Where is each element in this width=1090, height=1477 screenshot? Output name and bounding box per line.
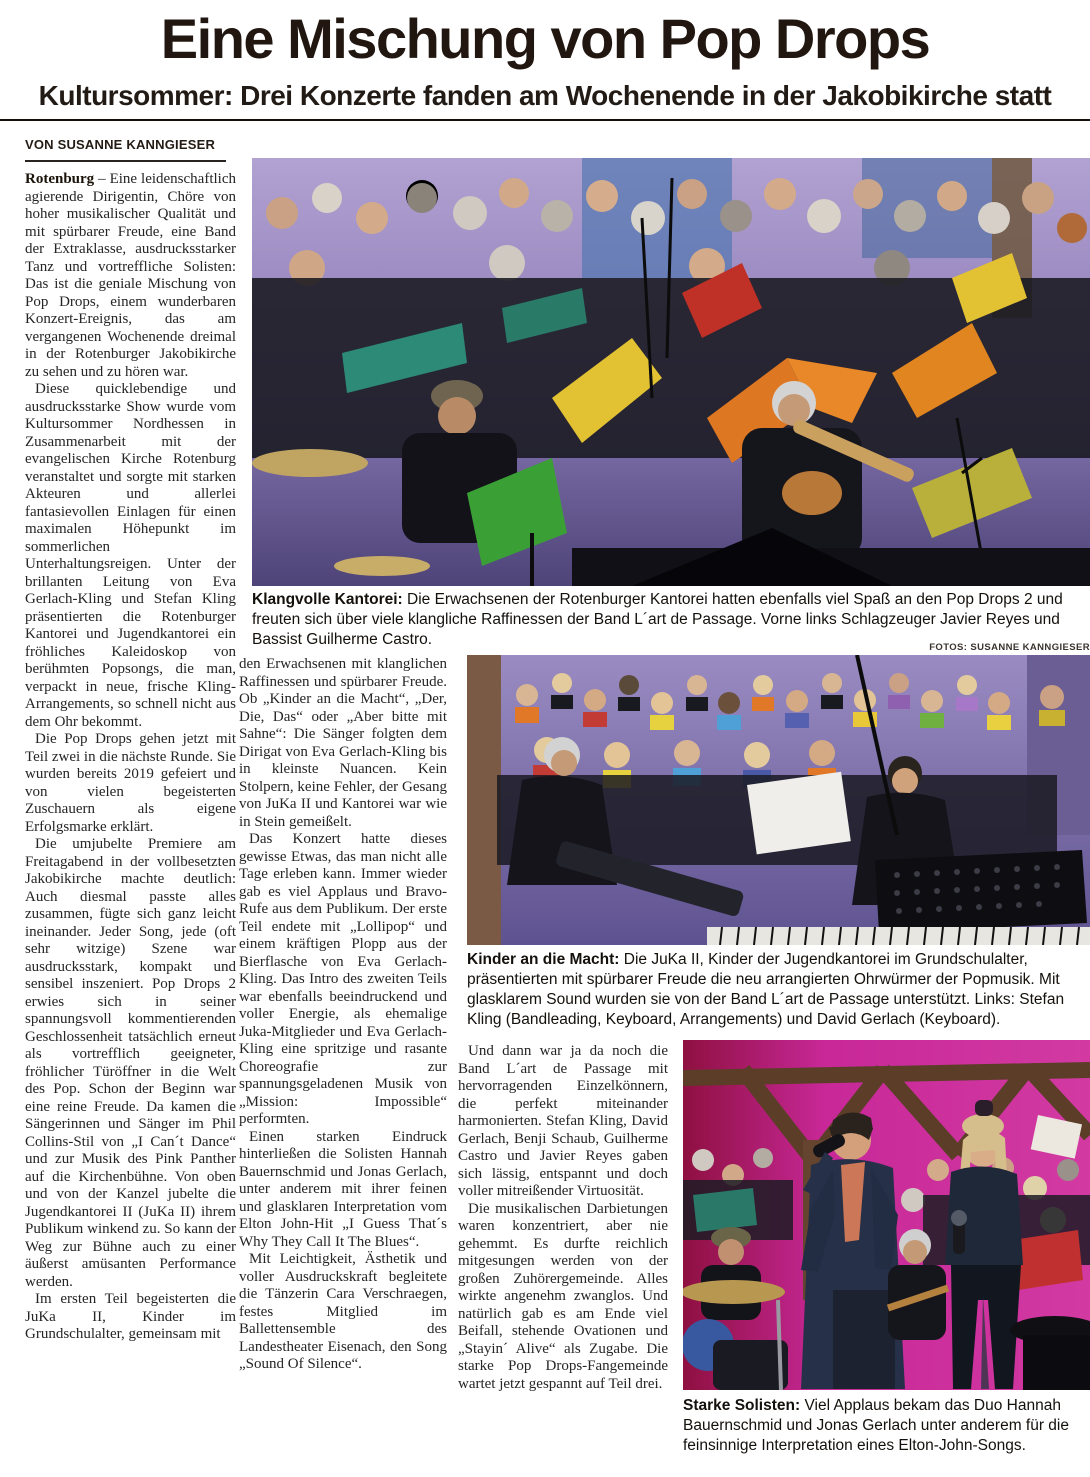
photo-juka-kinderchor — [467, 655, 1090, 945]
wood-pillar — [467, 655, 501, 945]
stage-foreground — [1023, 1335, 1090, 1390]
piano-keyboard — [707, 927, 1090, 945]
article-column-2 — [239, 656, 447, 1446]
red-folder — [1013, 1230, 1083, 1290]
body-paragraph: Die umjubelte Premiere am Freitagabend in der vollbesetzten Jakobikirche machte deutlich: Auch diesmal passte alles zusammen, fügte sich ganz leicht ineinander. Jeder Song, jede (oft sehr witzige) Szene war ausdrucksstark, kompakt und sensibel inszeniert. Pop Drops 2 erwies sich in seiner spannungsvoll kommentierenden Geschlossenheit tatsächlich erneut als vortrefflich geeigneter, fröhlicher Türöffner in die Welt des Pop. Schon der Beginn war eine reine Freude. Da kamen die Sängerinnen und Sänger im Phil Collins-Stil von „I Can´t Dance“ und zur Musik des Pink Panther auf die Kirchenbühne. Von oben und von der Kanzel jubelte die Jugendkantorei II (JuKa II) ihrem Publikum winkend zu. So kann der Weg zur Bühne auch zu einer äußerst amüsanten Performance werden. — [25, 836, 236, 1290]
perforated-music-stand — [875, 850, 1087, 933]
article-column-3 — [458, 1043, 668, 1477]
body-paragraph: Mit Leichtigkeit, Ästhetik und voller Ausdruckskraft begleitete die Tänzerin Cara Verschraegen, festes Mitglied im Ballettensemble des Landestheater Eisenach, den Song „Sound Of Silence“. — [239, 1251, 447, 1372]
photo-juka-illustration — [467, 655, 1090, 945]
photo-kantorei-illustration — [252, 158, 1090, 586]
photo-kantorei-band — [252, 158, 1090, 586]
headline-divider-rule — [0, 119, 1090, 121]
body-paragraph: Das Konzert hatte dieses gewisse Etwas, das man nicht alle Tage erleben kann. Immer wieder gab es viel Applaus und Bravo-Rufe aus dem Publikum. Der erste Teil endete mit „Lollipop“ und einem kräftigen Plopp aus der Bierflasche von Eva Gerlach-Kling. Das Intro des zweiten Teils war ebenfalls beeindruckend und voller Energie, als ehemalige Juka-Mitglieder und Eva Gerlach-Kling eine spritzige und rasante Choreografie zur spannungsgeladenen Musik von „Mission: Impossible“ performten. — [239, 831, 447, 1127]
author-byline: VON SUSANNE KANNGIESER — [25, 137, 226, 162]
window-light — [862, 158, 992, 258]
caption-lead: Starke Solisten: — [683, 1397, 801, 1414]
article-subheadline: Kultursommer: Drei Konzerte fanden am Wochenende in der Jakobikirche statt — [38, 80, 1052, 111]
body-paragraph: Diese quicklebendige und ausdrucksstarke Show wurde vom Kultursommer Nordhessen in Zusammenarbeit mit der evangelischen Kirche Rotenburg veranstaltet und sorgte mit starken Akteuren und allerlei fantasievollen Einlagen für einen maximalen Höhepunkt im sommerlichen Unterhaltungsreigen. Unter der brillanten Leitung von Eva Gerlach-Kling und Stefan Kling präsentierten die Rotenburger Kantorei und Jugendkantorei ein fröhliches Kaleidoskop von berühmten Popsongs, die man, verpackt in neue, frische Kling-Arrangements, so schnell nicht aus dem Ohr bekommt. — [25, 381, 236, 730]
sheet-music — [747, 772, 851, 855]
photo-solisten-duo — [683, 1040, 1090, 1390]
article-column-1 — [25, 171, 236, 1477]
body-paragraph: Im ersten Teil begeisterten die JuKa II, Kinder im Grundschulalter, gemeinsam mit — [25, 1291, 236, 1342]
body-paragraph: den Erwachsenen mit klanglichen Raffinessen und spürbarer Freude. Ob „Kinder an die Macht“, „Der, Die, Das“ oder „Aber bitte mit Sahne“: Die Sänger folgten dem Dirigat von Eva Gerlach-Kling bis in kleinste Nuancen. Kein Stolpern, keine Fehler, der Gesang von JuKa II und Kantorei war wie in Stein gemeißelt. — [239, 656, 447, 830]
caption-lead: Klangvolle Kantorei: — [252, 591, 403, 608]
caption-kantorei: Klangvolle Kantorei: Die Erwachsenen der Rotenburger Kantorei hatten ebenfalls viel Spaß an den Pop Drops 2 und freuten sich über viele klangliche Raffinessen der Band L´art de Passage. Vorne links Schlagzeuger Javier Reyes und Bassist Guilherme Castro. FOTOS: SUSANNE KANNGIESER — [252, 590, 1090, 658]
photo-credit: FOTOS: SUSANNE KANNGIESER — [929, 642, 1090, 653]
body-paragraph: Die musikalischen Darbietungen waren konzentriert, aber nie gehemmt. Es durfte reichlich mitgesungen werden von der großen Zuhörergemeinde. Alles wirkte angenehm zwanglos. Und natürlich gab es am Ende viel Beifall, stehende Ovationen und „Stayin´ Alive“ als Zugabe. Die starke Pop Drops-Fangemeinde wartet jetzt gespannt auf Teil drei. — [458, 1200, 668, 1392]
article-headline: Eine Mischung von Pop Drops — [160, 7, 930, 70]
body-paragraph: Die Pop Drops gehen jetzt mit Teil zwei in die nächste Runde. Sie wurden bereits 2019 gefeiert und von vielen begeisterten Zuschauern als eigene Erfolgsmarke erklärt. — [25, 731, 236, 835]
body-paragraph: Einen starken Eindruck hinterließen die Solisten Hannah Bauernschmid und Jonas Gerlach, unter anderem mit ihrer feinen und glasklaren Interpretation vom Elton John-Hit „I Guess That´s Why They Call It The Blues“. — [239, 1128, 447, 1250]
caption-solisten: Starke Solisten: Viel Applaus bekam das Duo Hannah Bauernschmid und Jonas Gerlach unter anderem für die feinsinnige Interpretation eines Elton-John-Songs. — [683, 1397, 1069, 1454]
teal-folder — [693, 1188, 757, 1232]
body-paragraph: Rotenburg – Eine leidenschaftlich agierende Dirigentin, Chöre von hoher musikalischer Qualität und mit spürbarer Freude, eine Band der Extraklasse, ausdrucksstarker Tanz und vortreffliche Solisten: Das ist die geniale Mischung von Pop Drops, einem wunderbaren Konzert-Ereignis, das am vergangenen Wochenende dreimal in der Rotenburger Jakobikirche zu sehen und zu hören war. — [25, 171, 236, 380]
dateline-city: Rotenburg — [25, 171, 95, 187]
caption-lead: Kinder an die Macht: — [467, 951, 620, 968]
photo-solisten-illustration — [683, 1040, 1090, 1390]
body-paragraph: Und dann war ja da noch die Band L´art de Passage mit hervorragenden Einzelkönnern, die perfekt miteinander harmonierten. Stefan Kling, David Gerlach, Benji Schaub, Guilherme Castro und Javier Reyes gaben sich lässig, entspannt und doch voller mitreißender Virtuosität. — [458, 1043, 668, 1199]
caption-juka: Kinder an die Macht: Die JuKa II, Kinder der Jugendkantorei im Grundschulalter, präsentierten mit spürbarer Freude die neu arrangierten Ohrwürmer der Popmusik. Mit glasklarem Sound wurden sie von der Band L´art de Passage unterstützt. Links: Stefan Kling (Bandleading, Keyboard, Arrangements) und David Gerlach (Keyboard). — [467, 951, 1065, 1028]
